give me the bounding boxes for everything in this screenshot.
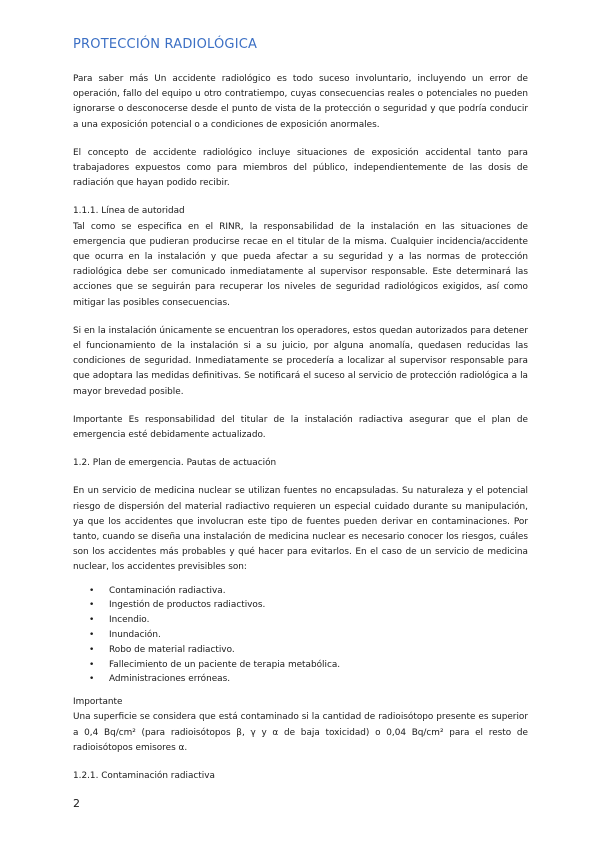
heading-plan-emergencia: 1.2. Plan de emergencia. Pautas de actuación	[73, 458, 277, 469]
accident-list	[73, 584, 528, 688]
list-item: • Administraciones erróneas.	[73, 672, 528, 687]
paragraph-medicina-nuclear: En un servicio de medicina nuclear se utilizan fuentes no encapsuladas. Su naturaleza y el potencial riesgo de dispersión del material radiactivo requieren un especial cuidado durante su manipulación, ya que los accidentes que involucran este tipo de fuentes pueden derivar en contaminaciones. Por tanto, cuando se diseña una instalación de medicina nuclear es necesario conocer los riesgos, cuáles son los accidentes más probables y qué hacer para evitarlos. En el caso de un servicio de medicina nuclear, los accidentes previsibles son:	[73, 486, 528, 573]
bullet-icon: •	[89, 630, 95, 641]
page-title: PROTECCIÓN RADIOLÓGICA	[73, 37, 258, 52]
bullet-icon: •	[89, 659, 95, 670]
paragraph-concept: El concepto de accidente radiológico incluye situaciones de exposición accidental tanto para trabajadores expuestos como para miembros del público, independientemente de las dosis de radiación que hayan podido recibir.	[73, 147, 528, 189]
page-number: 2	[73, 797, 80, 810]
document-body	[73, 72, 528, 784]
paragraph-contaminacion-umbral: Una superficie se considera que está contaminado si la cantidad de radioisótopo presente es superior a 0,4 Bq/cm² (para radioisótopos β, γ y α de baja toxicidad) o 0,04 Bq/cm² para el resto de radioisótopos emisores α.	[73, 712, 528, 753]
bullet-icon: •	[89, 615, 95, 626]
paragraph-rinr: Tal como se especifica en el RINR, la responsabilidad de la instalación en las situaciones de emergencia que pudieran producirse recae en el titular de la misma. Cualquier incidencia/accidente que ocurra en la instalación y que pueda afectar a su seguridad y a las normas de protección radiológica debe ser comunicado inmediatamente al supervisor responsable. Este determinará las acciones que se seguirán para recuperar los niveles de seguridad radiológicos exigidos, así como mitigar las posibles consecuencias.	[73, 221, 528, 308]
bullet-icon: •	[89, 600, 95, 611]
list-item: • Robo de material radiactivo.	[73, 643, 528, 658]
bullet-icon: •	[89, 585, 95, 596]
bullet-icon: •	[89, 674, 95, 685]
bullet-icon: •	[89, 644, 95, 655]
list-item: • Incendio.	[73, 613, 528, 628]
list-item: • Fallecimiento de un paciente de terapia metabólica.	[73, 658, 528, 673]
paragraph-importante-titular: Importante Es responsabilidad del titular de la instalación radiactiva asegurar que el plan de emergencia esté debidamente actualizado.	[73, 414, 528, 441]
list-item: • Contaminación radiactiva.	[73, 584, 528, 599]
paragraph-definition: Para saber más Un accidente radiológico es todo suceso involuntario, incluyendo un error de operación, fallo del equipo u otro contratiempo, cuyas consecuencias reales o potenciales no pueden ignorarse o desconocerse desde el punto de vista de la protección o seguridad y que podría conducir a una exposición potencial o a condiciones de exposición anormales.	[73, 74, 528, 130]
heading-contaminacion-radiactiva: 1.2.1. Contaminación radiactiva	[73, 771, 215, 782]
list-item: • Ingestión de productos radiactivos.	[73, 598, 528, 613]
heading-linea-autoridad: 1.1.1. Línea de autoridad	[73, 206, 185, 217]
list-item: • Inundación.	[73, 628, 528, 643]
important-label: Importante	[73, 697, 123, 708]
paragraph-operadores: Si en la instalación únicamente se encuentran los operadores, estos quedan autorizados para detener el funcionamiento de la instalación si a su juicio, por alguna anomalía, quedasen reducidas las condiciones de seguridad. Inmediatamente se procedería a localizar al supervisor responsable para que adoptara las medidas definitivas. Se notificará el suceso al servicio de protección radiológica a la mayor brevedad posible.	[73, 325, 528, 397]
